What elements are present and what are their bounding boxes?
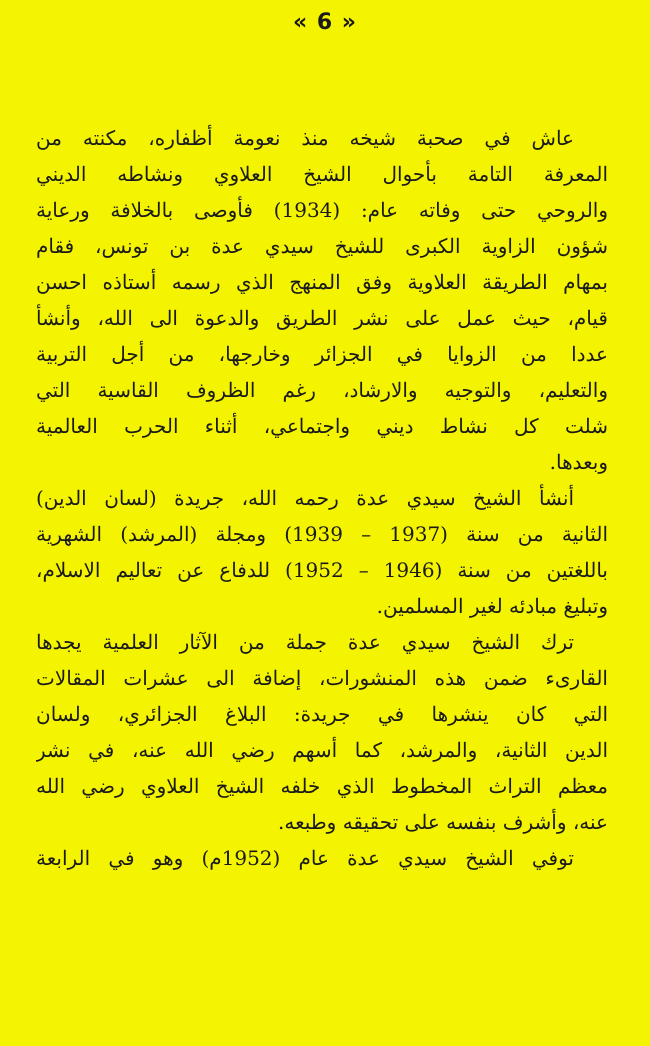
- text-line: توفي الشيخ سيدي عدة عام (1952م) وهو في الرابعة: [36, 846, 574, 870]
- text-line: عددا من الزوايا في الجزائر وخارجها، من أجل التربية: [36, 342, 608, 366]
- text-line: والروحي حتى وفاته عام: (1934) فأوصى بالخلافة ورعاية: [36, 198, 608, 222]
- text-line: والتعليم، والتوجيه والارشاد، رغم الظروف القاسية التي: [36, 378, 608, 402]
- page-number: « 6 »: [292, 10, 358, 35]
- text-line: عنه، وأشرف بنفسه على تحقيقه وطبعه.: [278, 810, 608, 834]
- text-line: شلت كل نشاط ديني واجتماعي، أثناء الحرب العالمية: [36, 414, 608, 438]
- text-line: القارىء ضمن هذه المنشورات، إضافة الى عشرات المقالات: [36, 666, 608, 690]
- text-line: الدين الثانية، والمرشد، كما أسهم رضي الله عنه، في نشر: [36, 738, 608, 762]
- text-line: قيام، حيث عمل على نشر الطريق والدعوة الى الله، وأنشأ: [36, 306, 608, 330]
- text-line: عاش في صحبة شيخه منذ نعومة أظفاره، مكنته من: [36, 126, 574, 150]
- body-text: [36, 120, 608, 876]
- text-line: المعرفة التامة بأحوال الشيخ العلاوي ونشاطه الديني: [36, 162, 608, 186]
- text-line: التي كان ينشرها في جريدة: البلاغ الجزائري، ولسان: [36, 702, 608, 726]
- text-line: شؤون الزاوية الكبرى للشيخ سيدي عدة بن تونس، فقام: [36, 234, 608, 258]
- text-line: ترك الشيخ سيدي عدة جملة من الآثار العلمية يجدها: [36, 630, 574, 654]
- text-line: أنشأ الشيخ سيدي عدة رحمه الله، جريدة (لسان الدين): [36, 486, 574, 510]
- text-line: باللغتين من سنة (1946 – 1952) للدفاع عن تعاليم الاسلام،: [36, 558, 608, 582]
- text-line: وبعدها.: [549, 450, 608, 474]
- text-line: معظم التراث المخطوط الذي خلفه الشيخ العلاوي رضي الله: [36, 774, 608, 798]
- text-line: وتبليغ مبادئه لغير المسلمين.: [376, 594, 608, 618]
- text-line: الثانية من سنة (1937 – 1939) ومجلة (المرشد) الشهرية: [36, 522, 608, 546]
- text-line: بمهام الطريقة العلاوية وفق المنهج الذي رسمه أستاذه احسن: [36, 270, 608, 294]
